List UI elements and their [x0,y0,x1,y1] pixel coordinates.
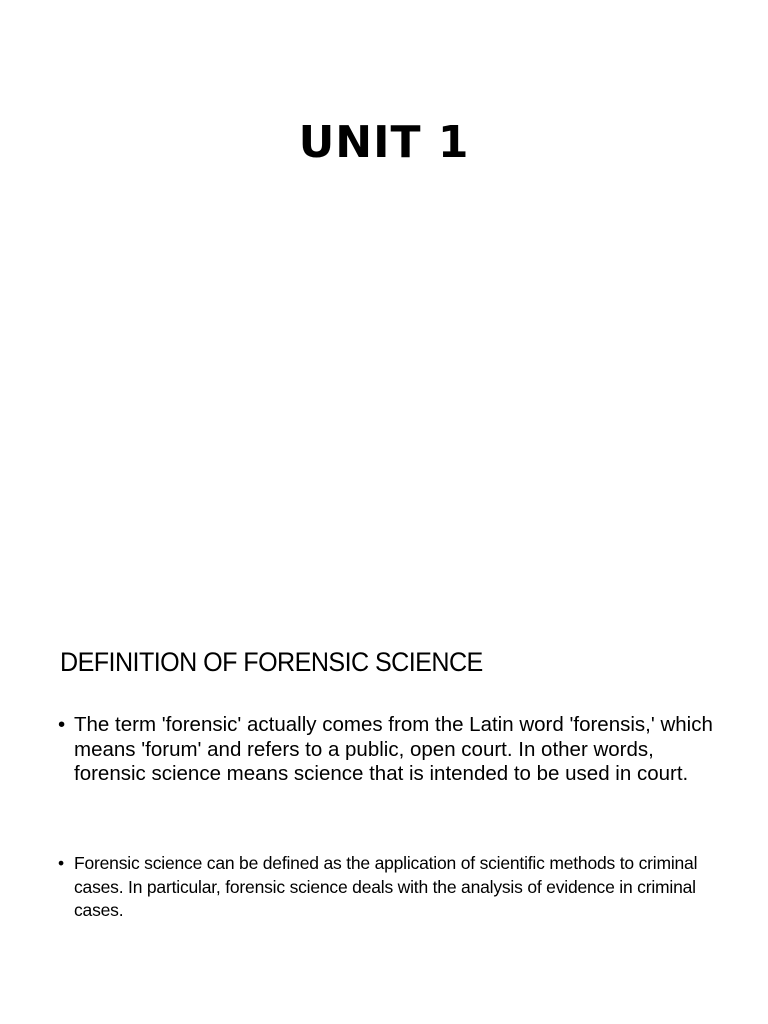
bullet-point-icon: • [58,853,64,873]
bullet-item [58,852,718,923]
bullet-item [58,713,718,787]
bullet-text: Forensic science can be defined as the application of scientific methods to criminal cases. In particular, forensic science deals with the analysis of evidence in criminal cases. [74,853,698,920]
section-heading: DEFINITION OF FORENSIC SCIENCE [60,647,483,677]
bullet-list-1 [58,713,718,787]
bullet-text: The term 'forensic' actually comes from the Latin word 'forensis,' which means 'forum' and refers to a public, open court. In other words, forensic science means science that is intended to be used in court. [74,713,713,785]
bullet-list-2 [58,852,718,923]
unit-title: UNIT 1 [298,117,470,168]
bullet-point-icon: • [58,713,66,736]
